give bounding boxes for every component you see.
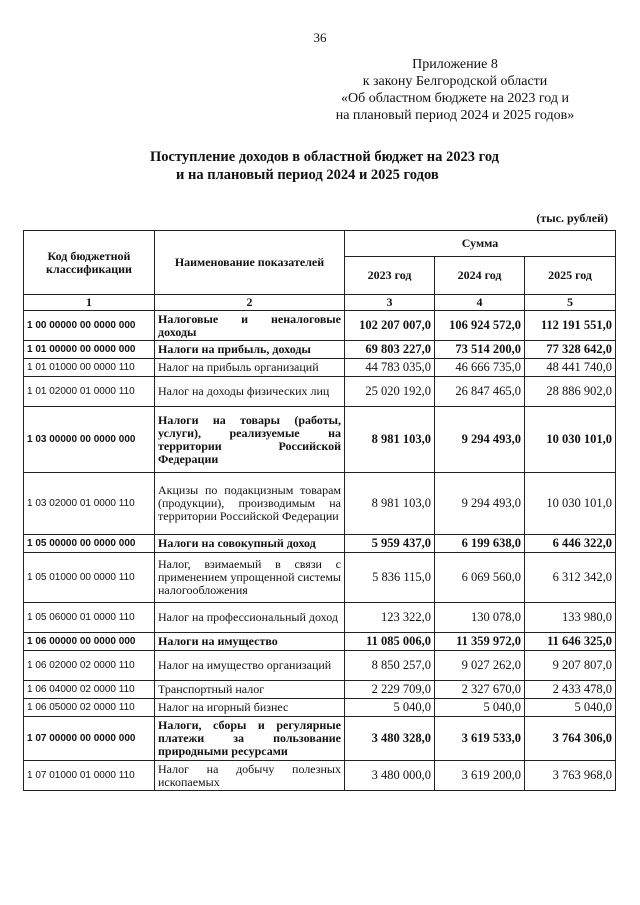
- row-value-2023: 44 783 035,0: [345, 359, 435, 377]
- row-name: Транспортный налог: [155, 681, 345, 699]
- column-number: 4: [435, 295, 525, 311]
- header-sum: Сумма: [345, 231, 616, 257]
- row-value-2023: 102 207 007,0: [345, 311, 435, 341]
- units-label: (тыс. рублей): [536, 211, 608, 225]
- row-name: Налоги на прибыль, доходы: [155, 341, 345, 359]
- header-code: Код бюджетной классификации: [24, 231, 155, 295]
- table-row: [24, 651, 616, 681]
- appendix-line-3: «Об областном бюджете на 2023 год и: [341, 91, 569, 106]
- row-value-2023: 8 850 257,0: [345, 651, 435, 681]
- header-year-2024: 2024 год: [435, 257, 525, 295]
- row-code: 1 05 00000 00 0000 000: [24, 535, 155, 553]
- appendix-header: [300, 56, 610, 124]
- table-row: [24, 473, 616, 535]
- row-value-2023: 5 959 437,0: [345, 535, 435, 553]
- row-value-2025: 10 030 101,0: [525, 473, 616, 535]
- row-value-2025: 9 207 807,0: [525, 651, 616, 681]
- row-value-2024: 9 294 493,0: [435, 473, 525, 535]
- row-code: 1 06 05000 02 0000 110: [24, 699, 155, 717]
- row-value-2024: 11 359 972,0: [435, 633, 525, 651]
- row-value-2024: 73 514 200,0: [435, 341, 525, 359]
- row-name: Налог на добычу полезных ископаемых: [155, 761, 345, 791]
- row-name: Налоги на совокупный доход: [155, 535, 345, 553]
- row-value-2025: 2 433 478,0: [525, 681, 616, 699]
- row-value-2025: 5 040,0: [525, 699, 616, 717]
- revenue-table: [23, 230, 616, 791]
- page-number: 36: [313, 30, 327, 45]
- row-value-2024: 2 327 670,0: [435, 681, 525, 699]
- row-code: 1 06 02000 02 0000 110: [24, 651, 155, 681]
- table-row: [24, 633, 616, 651]
- row-value-2024: 6 199 638,0: [435, 535, 525, 553]
- row-name: Акцизы по подакцизным товарам (продукции), производимым на территории Российской Федерации: [155, 473, 345, 535]
- row-value-2025: 48 441 740,0: [525, 359, 616, 377]
- table-row: [24, 699, 616, 717]
- row-value-2023: 2 229 709,0: [345, 681, 435, 699]
- table-row: [24, 761, 616, 791]
- row-name: Налоги на товары (работы, услуги), реализуемые на территории Российской Федерации: [155, 407, 345, 473]
- row-name: Налоги, сборы и регулярные платежи за пользование природными ресурсами: [155, 717, 345, 761]
- row-code: 1 03 02000 01 0000 110: [24, 473, 155, 535]
- row-value-2023: 25 020 192,0: [345, 377, 435, 407]
- table-row: [24, 377, 616, 407]
- row-code: 1 05 06000 01 0000 110: [24, 603, 155, 633]
- column-number: 5: [525, 295, 616, 311]
- title-line-1: Поступление доходов в областной бюджет на 2023 год: [150, 149, 499, 165]
- row-value-2025: 112 191 551,0: [525, 311, 616, 341]
- appendix-line-1: Приложение 8: [412, 57, 498, 72]
- row-code: 1 07 01000 01 0000 110: [24, 761, 155, 791]
- column-number-row: [24, 295, 616, 311]
- row-value-2024: 26 847 465,0: [435, 377, 525, 407]
- row-value-2024: 9 294 493,0: [435, 407, 525, 473]
- row-name: Налог на прибыль организаций: [155, 359, 345, 377]
- row-code: 1 06 00000 00 0000 000: [24, 633, 155, 651]
- row-value-2023: 8 981 103,0: [345, 473, 435, 535]
- row-name: Налог на доходы физических лиц: [155, 377, 345, 407]
- row-value-2024: 3 619 200,0: [435, 761, 525, 791]
- row-code: 1 01 00000 00 0000 000: [24, 341, 155, 359]
- row-value-2025: 3 763 968,0: [525, 761, 616, 791]
- row-code: 1 00 00000 00 0000 000: [24, 311, 155, 341]
- row-value-2023: 3 480 000,0: [345, 761, 435, 791]
- table-row: [24, 341, 616, 359]
- table-row: [24, 359, 616, 377]
- row-value-2025: 6 446 322,0: [525, 535, 616, 553]
- row-code: 1 01 01000 00 0000 110: [24, 359, 155, 377]
- row-name: Налог на имущество организаций: [155, 651, 345, 681]
- row-value-2023: 5 040,0: [345, 699, 435, 717]
- row-value-2024: 130 078,0: [435, 603, 525, 633]
- row-value-2023: 5 836 115,0: [345, 553, 435, 603]
- row-value-2025: 133 980,0: [525, 603, 616, 633]
- title-line-2: и на плановый период 2024 и 2025 годов: [176, 167, 439, 183]
- column-number: 2: [155, 295, 345, 311]
- table-row: [24, 603, 616, 633]
- row-code: 1 01 02000 01 0000 110: [24, 377, 155, 407]
- row-value-2023: 3 480 328,0: [345, 717, 435, 761]
- row-value-2023: 69 803 227,0: [345, 341, 435, 359]
- table-row: [24, 681, 616, 699]
- appendix-line-2: к закону Белгородской области: [362, 74, 548, 89]
- appendix-line-4: на плановый период 2024 и 2025 годов»: [335, 108, 575, 123]
- row-code: 1 03 00000 00 0000 000: [24, 407, 155, 473]
- row-value-2024: 9 027 262,0: [435, 651, 525, 681]
- row-name: Налог, взимаемый в связи с применением упрощенной системы налогообложения: [155, 553, 345, 603]
- document-title: [150, 148, 499, 184]
- row-value-2023: 123 322,0: [345, 603, 435, 633]
- row-value-2025: 11 646 325,0: [525, 633, 616, 651]
- row-name: Налог на профессиональный доход: [155, 603, 345, 633]
- table-row: [24, 407, 616, 473]
- row-name: Налоги на имущество: [155, 633, 345, 651]
- row-value-2024: 46 666 735,0: [435, 359, 525, 377]
- row-value-2025: 28 886 902,0: [525, 377, 616, 407]
- row-value-2024: 6 069 560,0: [435, 553, 525, 603]
- row-value-2025: 10 030 101,0: [525, 407, 616, 473]
- row-value-2023: 8 981 103,0: [345, 407, 435, 473]
- header-name: Наименование показателей: [155, 231, 345, 295]
- row-value-2025: 3 764 306,0: [525, 717, 616, 761]
- row-value-2025: 6 312 342,0: [525, 553, 616, 603]
- row-value-2025: 77 328 642,0: [525, 341, 616, 359]
- row-value-2023: 11 085 006,0: [345, 633, 435, 651]
- column-number: 3: [345, 295, 435, 311]
- row-code: 1 05 01000 00 0000 110: [24, 553, 155, 603]
- row-name: Налоговые и неналоговые доходы: [155, 311, 345, 341]
- row-value-2024: 5 040,0: [435, 699, 525, 717]
- table-row: [24, 311, 616, 341]
- row-value-2024: 106 924 572,0: [435, 311, 525, 341]
- row-name: Налог на игорный бизнес: [155, 699, 345, 717]
- row-code: 1 07 00000 00 0000 000: [24, 717, 155, 761]
- table-row: [24, 535, 616, 553]
- header-year-2023: 2023 год: [345, 257, 435, 295]
- column-number: 1: [24, 295, 155, 311]
- table-row: [24, 717, 616, 761]
- header-year-2025: 2025 год: [525, 257, 616, 295]
- row-value-2024: 3 619 533,0: [435, 717, 525, 761]
- row-code: 1 06 04000 02 0000 110: [24, 681, 155, 699]
- table-row: [24, 553, 616, 603]
